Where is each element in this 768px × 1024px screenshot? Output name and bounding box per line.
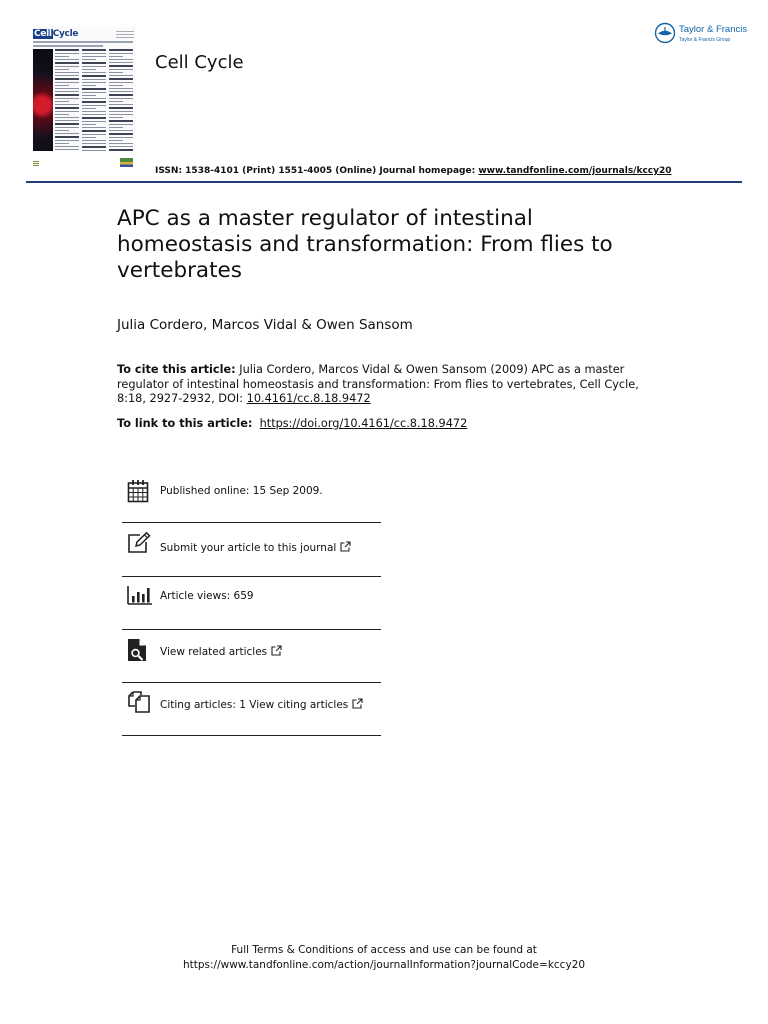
article-views-text: Article views: 659 <box>160 590 254 602</box>
article-authors: Julia Cordero, Marcos Vidal & Owen Sansom <box>117 317 413 333</box>
publisher-logo[interactable] <box>654 22 754 48</box>
document-search-icon <box>127 638 147 662</box>
submit-article-link[interactable]: Submit your article to this journal <box>160 541 351 554</box>
article-link-line <box>117 417 467 430</box>
issn-text: ISSN: 1538-4101 (Print) 1551-4005 (Online) Journal homepage: <box>155 166 476 176</box>
journal-cover-thumbnail <box>32 27 136 151</box>
publisher-name: Taylor & Francis <box>679 24 748 35</box>
cover-logo: CellCycle <box>34 29 79 39</box>
open-access-icon <box>33 161 39 168</box>
citing-articles-row[interactable] <box>122 683 381 736</box>
article-title: APC as a master regulator of intestinal homeostasis and transformation: From flies to vertebrates <box>117 206 613 283</box>
cite-label: To cite this article: <box>117 363 236 376</box>
cite-doi-link[interactable]: 10.4161/cc.8.18.9472 <box>246 392 371 405</box>
published-online-row <box>122 470 381 523</box>
publisher-group: Taylor & Francis Group <box>679 37 731 43</box>
article-views-row <box>122 577 381 630</box>
bar-chart-icon <box>127 585 153 605</box>
external-link-icon <box>352 698 363 709</box>
external-link-icon <box>271 645 282 656</box>
header-rule <box>26 181 742 183</box>
citing-articles-link[interactable]: Citing articles: 1 View citing articles <box>160 698 363 711</box>
link-label: To link to this article: <box>117 417 253 430</box>
publisher-logo-icon <box>654 22 676 44</box>
issn-line <box>155 166 672 176</box>
related-articles-link[interactable]: View related articles <box>160 645 282 658</box>
journal-homepage-link[interactable]: www.tandfonline.com/journals/kccy20 <box>478 166 672 176</box>
edit-icon <box>127 532 151 554</box>
related-articles-row[interactable] <box>122 630 381 683</box>
cite-text: Julia Cordero, Marcos Vidal & Owen Sansom (2009) APC as a master regulator of intestinal homeostasis and transformation: From flies to vertebrates, Cell Cycle, 8:18, 2927-2932, DOI: <box>117 363 639 405</box>
citation-icon <box>127 691 151 713</box>
article-doi-link[interactable]: https://doi.org/10.4161/cc.8.18.9472 <box>259 417 468 430</box>
cover-image <box>33 49 53 151</box>
footer-terms-link[interactable]: https://www.tandfonline.com/action/journalInformation?journalCode=kccy20 <box>182 959 586 971</box>
crossmark-thumbnail <box>120 158 133 167</box>
external-link-icon <box>340 541 351 552</box>
footer-terms <box>0 943 768 973</box>
journal-name: Cell Cycle <box>155 52 244 73</box>
calendar-icon <box>127 479 149 503</box>
footer-line-1: Full Terms & Conditions of access and use can be found at <box>231 944 537 956</box>
published-online-text: Published online: 15 Sep 2009. <box>160 485 323 497</box>
submit-article-row[interactable] <box>122 524 381 577</box>
citation-block <box>117 363 642 407</box>
